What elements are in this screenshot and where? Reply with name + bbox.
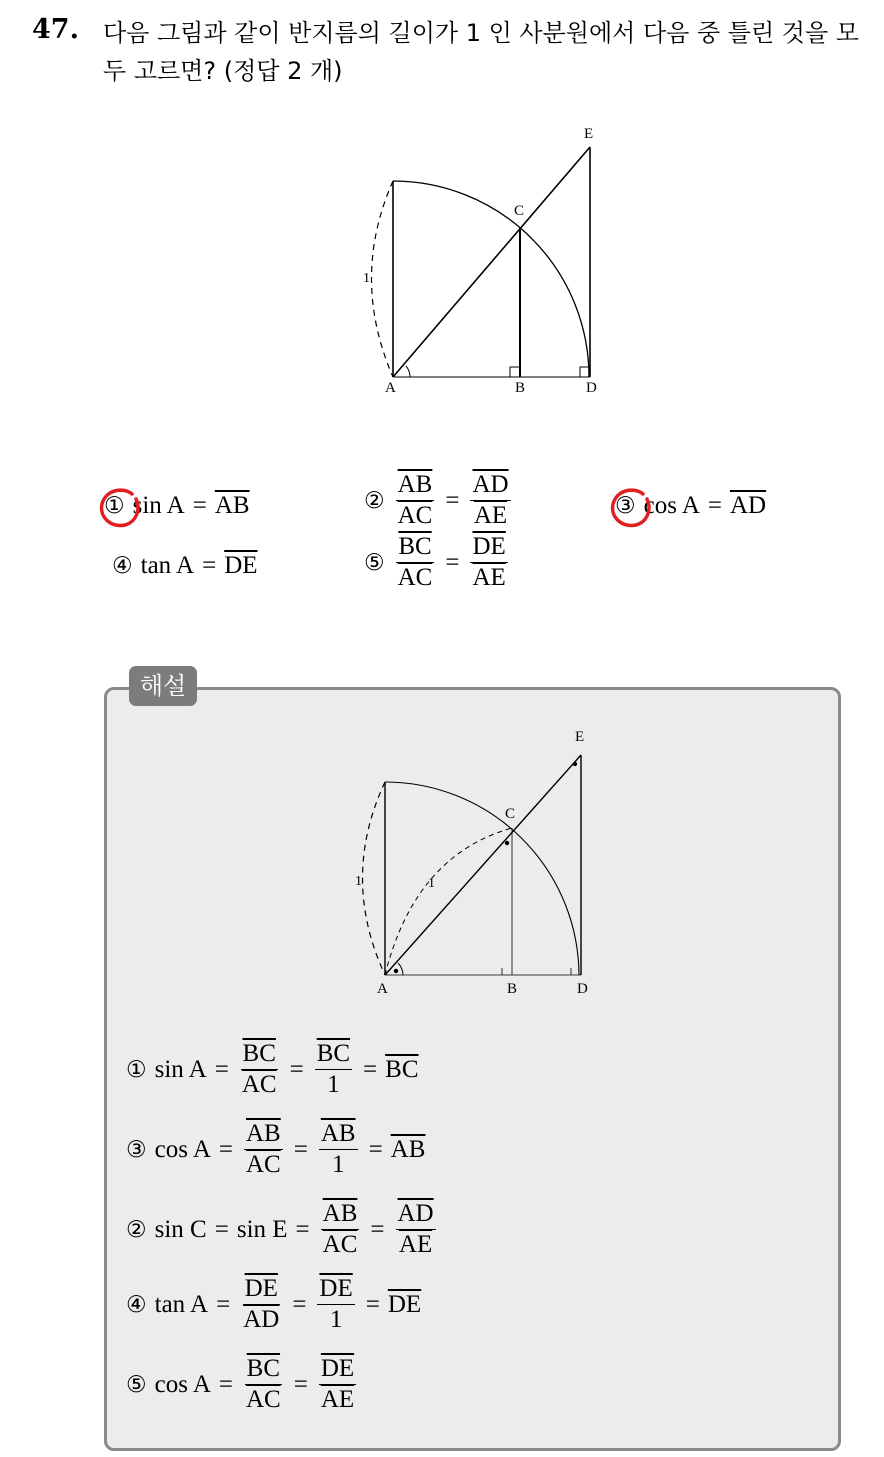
solution-4-f2-num: $\overline{DE}$ bbox=[317, 1275, 354, 1305]
solution-1-f1-num: $\overline{BC}$ bbox=[241, 1040, 278, 1070]
solution-5-lhs: cos A bbox=[154, 1370, 211, 1398]
solution-4-result: $\overline{DE}$ bbox=[387, 1290, 422, 1318]
eq: = bbox=[370, 1215, 385, 1243]
choice-3-number: ③ bbox=[615, 493, 636, 519]
angle-mark-A bbox=[398, 963, 403, 975]
choice-1-lhs: sin A bbox=[132, 492, 185, 519]
choice-4-rhs: $\overline{DE}$ bbox=[224, 552, 258, 579]
choice-3-eq: = bbox=[707, 492, 722, 519]
angle-mark-A bbox=[406, 366, 410, 377]
solution-3-f1-num: $\overline{AB}$ bbox=[244, 1120, 283, 1150]
choice-1-rhs: $\overline{AB}$ bbox=[214, 492, 250, 519]
choice-5-num1: $\overline{BC}$ bbox=[396, 533, 433, 563]
solution-line-4 bbox=[126, 1275, 421, 1334]
figure-solution bbox=[345, 725, 605, 1005]
label-A: A bbox=[377, 981, 388, 997]
solution-4-number: ④ bbox=[126, 1291, 147, 1318]
quarter-arc bbox=[393, 181, 589, 377]
eq: = bbox=[368, 1135, 383, 1163]
choice-2-den1: AC bbox=[397, 502, 433, 529]
red-circle-mark-icon bbox=[609, 486, 655, 532]
choice-5[interactable] bbox=[364, 533, 511, 592]
choice-5-den1: AC bbox=[397, 564, 433, 591]
choice-3-lhs: cos A bbox=[643, 492, 700, 519]
figure-quarter-circle bbox=[355, 120, 615, 405]
solution-3-f1-den: AC bbox=[245, 1151, 281, 1178]
radius-label-left: 1 bbox=[355, 874, 362, 889]
radius-dashed-arc bbox=[363, 782, 386, 975]
choice-4-number: ④ bbox=[112, 553, 133, 579]
solution-1-number: ① bbox=[126, 1056, 147, 1083]
choice-1-eq: = bbox=[192, 492, 207, 519]
choice-2-den2: AE bbox=[473, 502, 508, 529]
choice-2-number: ② bbox=[364, 487, 385, 514]
choice-3-rhs: $\overline{AD}$ bbox=[729, 492, 767, 519]
solution-line-3 bbox=[126, 1120, 425, 1179]
label-B: B bbox=[507, 981, 518, 997]
solution-2-f1-den: AC bbox=[322, 1231, 358, 1258]
solution-3-number: ③ bbox=[126, 1136, 147, 1163]
label-A: A bbox=[385, 380, 396, 396]
choice-4-eq: = bbox=[202, 552, 217, 579]
eq: = bbox=[218, 1135, 233, 1163]
solution-line-5 bbox=[126, 1355, 359, 1414]
choice-3[interactable] bbox=[615, 486, 766, 526]
solution-2-lhs: sin C bbox=[154, 1215, 207, 1243]
solution-3-f2-num: $\overline{AB}$ bbox=[319, 1120, 358, 1150]
line-AE bbox=[385, 755, 581, 975]
solution-line-2 bbox=[126, 1200, 439, 1259]
label-E: E bbox=[584, 126, 594, 142]
solution-1-f1-den: AC bbox=[241, 1071, 277, 1098]
eq: = bbox=[363, 1055, 378, 1083]
choice-1-number: ① bbox=[104, 493, 125, 519]
solution-4-f1-num: $\overline{DE}$ bbox=[243, 1275, 280, 1305]
angle-dot-A bbox=[394, 969, 398, 973]
label-B: B bbox=[515, 380, 526, 396]
eq: = bbox=[214, 1055, 229, 1083]
solution-2-number: ② bbox=[126, 1216, 147, 1243]
choice-2-num1: $\overline{AB}$ bbox=[396, 471, 435, 501]
solution-3-result: $\overline{AB}$ bbox=[390, 1135, 426, 1163]
solution-2-f1-num: $\overline{AB}$ bbox=[321, 1200, 360, 1230]
radius-dashed-arc bbox=[372, 181, 394, 377]
eq: = bbox=[293, 1370, 308, 1398]
radius-label-inner: 1 bbox=[428, 876, 435, 891]
question-text: 다음 그림과 같이 반지름의 길이가 1 인 사분원에서 다음 중 틀린 것을 모두 고르면? (정답 2 개) bbox=[103, 19, 859, 85]
solution-4-f2-den: 1 bbox=[329, 1306, 343, 1333]
label-C: C bbox=[505, 806, 516, 822]
solution-tag: 해설 bbox=[129, 666, 197, 706]
choice-2[interactable] bbox=[364, 471, 514, 530]
solution-line-1 bbox=[126, 1040, 419, 1099]
eq: = bbox=[216, 1290, 231, 1318]
choice-5-number: ⑤ bbox=[364, 549, 385, 576]
label-E: E bbox=[575, 729, 585, 745]
question-number: 47. bbox=[32, 14, 79, 45]
solution-5-f1-den: AC bbox=[245, 1386, 281, 1413]
choice-2-num2: $\overline{AD}$ bbox=[470, 471, 510, 501]
solution-1-f2-den: 1 bbox=[327, 1071, 340, 1098]
choice-4-lhs: tan A bbox=[140, 552, 195, 579]
eq: = bbox=[214, 1215, 229, 1243]
solution-1-result: $\overline{BC}$ bbox=[385, 1055, 419, 1083]
solution-5-number: ⑤ bbox=[126, 1371, 147, 1398]
eq: = bbox=[295, 1215, 310, 1243]
choice-5-num2: $\overline{DE}$ bbox=[470, 533, 507, 563]
right-angle-B bbox=[510, 367, 520, 377]
quarter-arc bbox=[385, 782, 579, 975]
eq: = bbox=[293, 1135, 308, 1163]
solution-3-f2-den: 1 bbox=[331, 1151, 345, 1178]
eq: = bbox=[292, 1290, 307, 1318]
label-C: C bbox=[514, 203, 525, 219]
red-circle-mark-icon bbox=[98, 486, 144, 532]
choice-1[interactable] bbox=[104, 486, 250, 526]
eq: = bbox=[289, 1055, 304, 1083]
eq: = bbox=[218, 1370, 233, 1398]
solution-3-lhs: cos A bbox=[154, 1135, 211, 1163]
label-D: D bbox=[577, 981, 588, 997]
choice-5-eq: = bbox=[445, 548, 460, 576]
choice-5-den2: AE bbox=[472, 564, 506, 591]
choice-4[interactable] bbox=[112, 546, 258, 586]
radius-label: 1 bbox=[363, 271, 370, 286]
solution-1-f2-num: $\overline{BC}$ bbox=[315, 1040, 352, 1070]
solution-5-f2-num: $\overline{DE}$ bbox=[319, 1355, 356, 1385]
line-AE bbox=[393, 147, 590, 377]
solution-1-lhs: sin A bbox=[154, 1055, 207, 1083]
eq: = bbox=[365, 1290, 380, 1318]
choice-2-eq: = bbox=[445, 486, 460, 514]
solution-5-f2-den: AE bbox=[320, 1386, 355, 1413]
solution-5-f1-num: $\overline{BC}$ bbox=[245, 1355, 282, 1385]
solution-2-mid: sin E bbox=[236, 1215, 288, 1243]
angle-dot-E bbox=[573, 762, 577, 766]
solution-4-f1-den: AD bbox=[243, 1306, 280, 1333]
solution-4-lhs: tan A bbox=[154, 1290, 209, 1318]
solution-2-f2-den: AE bbox=[398, 1231, 433, 1258]
angle-dot-C bbox=[505, 841, 509, 845]
label-D: D bbox=[586, 380, 597, 396]
solution-2-f2-num: $\overline{AD}$ bbox=[396, 1200, 436, 1230]
